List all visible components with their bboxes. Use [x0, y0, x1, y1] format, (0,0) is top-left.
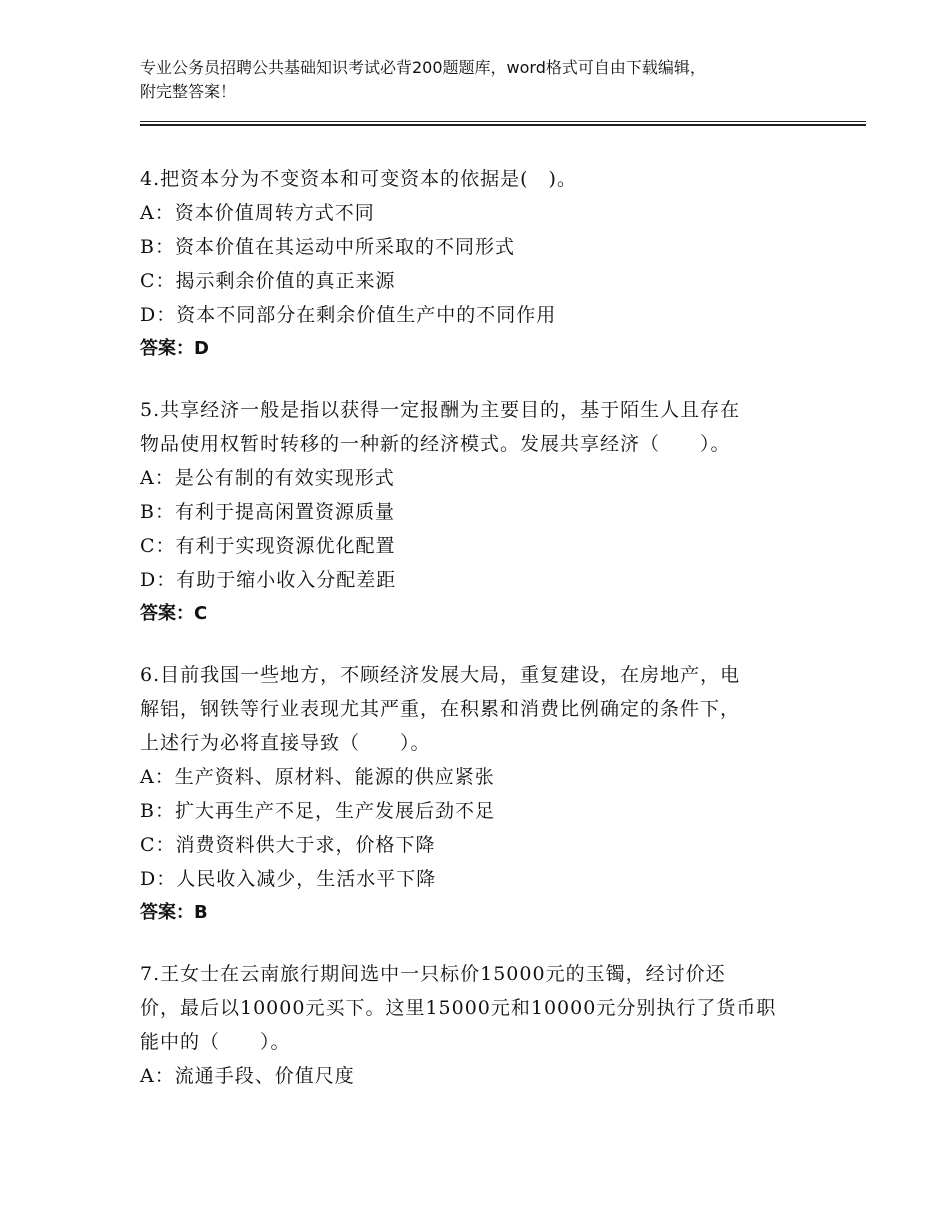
document-header — [140, 56, 870, 104]
answer: 答案：C — [140, 603, 208, 624]
option-a: A：生产资料、原材料、能源的供应紧张 — [140, 766, 495, 788]
answer: 答案：B — [140, 902, 208, 923]
header-divider-bottom — [140, 124, 866, 126]
header-line-1: 专业公务员招聘公共基础知识考试必背200题题库，word格式可自由下载编辑， — [140, 58, 706, 77]
question-6 — [140, 658, 840, 930]
question-stem: 解铝，钢铁等行业表现尤其严重，在积累和消费比例确定的条件下， — [140, 698, 741, 720]
question-stem: 上述行为必将直接导致（ ）。 — [140, 732, 431, 754]
option-a: A：资本价值周转方式不同 — [140, 202, 375, 224]
question-list — [140, 162, 840, 1120]
option-d: D：资本不同部分在剩余价值生产中的不同作用 — [140, 304, 557, 326]
question-5 — [140, 393, 840, 631]
question-4 — [140, 162, 840, 366]
option-c: C：有利于实现资源优化配置 — [140, 535, 396, 557]
question-stem: 4.把资本分为不变资本和可变资本的依据是( )。 — [140, 168, 577, 190]
question-7 — [140, 957, 840, 1093]
option-b: B：扩大再生产不足，生产发展后劲不足 — [140, 800, 495, 822]
option-a: A：流通手段、价值尺度 — [140, 1065, 355, 1087]
option-c: C：揭示剩余价值的真正来源 — [140, 270, 396, 292]
option-d: D：有助于缩小收入分配差距 — [140, 569, 397, 591]
answer: 答案：D — [140, 338, 209, 359]
option-b: B：有利于提高闲置资源质量 — [140, 501, 395, 523]
option-b: B：资本价值在其运动中所采取的不同形式 — [140, 236, 515, 258]
question-stem: 7.王女士在云南旅行期间选中一只标价15000元的玉镯，经讨价还 — [140, 963, 726, 985]
header-line-2: 附完整答案！ — [140, 82, 237, 101]
header-divider-top — [140, 121, 866, 122]
question-stem: 6.目前我国一些地方，不顾经济发展大局，重复建设，在房地产，电 — [140, 664, 741, 686]
option-a: A：是公有制的有效实现形式 — [140, 467, 395, 489]
question-stem: 价，最后以10000元买下。这里15000元和10000元分别执行了货币职 — [140, 997, 777, 1019]
option-d: D：人民收入减少，生活水平下降 — [140, 868, 437, 890]
question-stem: 物品使用权暂时转移的一种新的经济模式。发展共享经济（ ）。 — [140, 433, 731, 455]
question-stem: 5.共享经济一般是指以获得一定报酬为主要目的，基于陌生人且存在 — [140, 399, 741, 421]
question-stem: 能中的（ ）。 — [140, 1031, 291, 1053]
option-c: C：消费资料供大于求，价格下降 — [140, 834, 436, 856]
